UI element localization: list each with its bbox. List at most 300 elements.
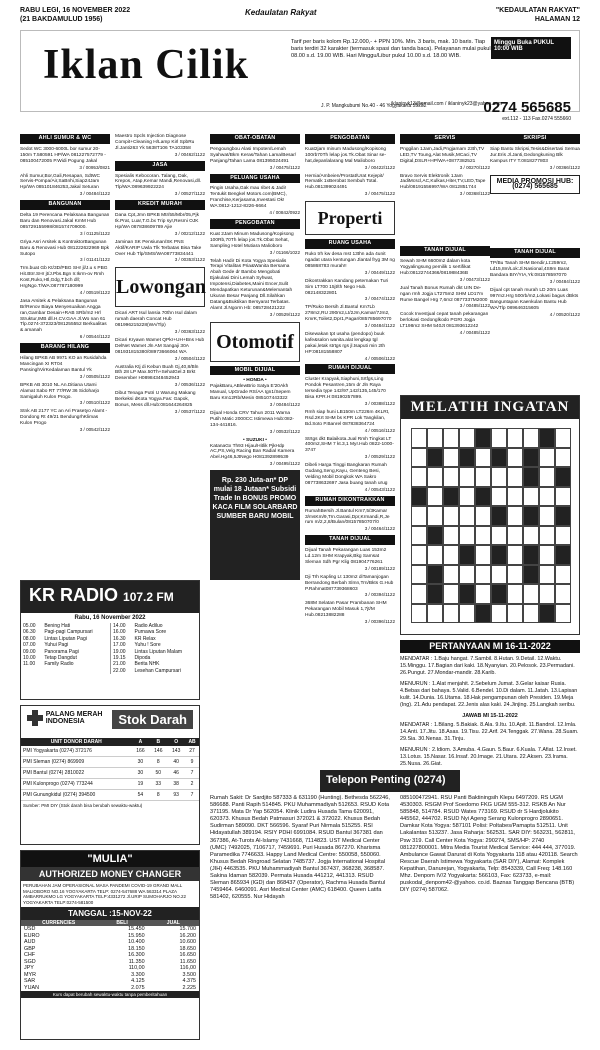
- crossword-cell: [443, 448, 459, 468]
- crossword-cell: [411, 584, 427, 604]
- blood-count: 50: [149, 768, 167, 779]
- stok-col-header: B: [149, 738, 167, 746]
- crossword-cell: [507, 526, 523, 546]
- classified-ad: Dijual Honda CRV Tahun 2011 Warna Putih Matic 2000CC Istimewa Hub:082-134-441816. 3 / 00532/1122: [210, 411, 300, 434]
- crossword-cell: [427, 428, 443, 448]
- classified-ad: Dikontrakkan Kandang peternakan Turi Sim LT700 15jt/th Nego Hub. 082148322801 3 / 00474/1122: [305, 278, 395, 302]
- classified-ad: Pingin Usaha,Gak mau ribet & Jadi! Tentukit Bengkel Motors.com(BMC), Franchise,Kerjasama,Investasi Ok! WA:0812-1212-8226-6664 4 / 00842/0922: [210, 186, 300, 216]
- masthead-logo: Kedaulatan Rakyat: [245, 8, 317, 17]
- crossword-cell: [443, 584, 459, 604]
- crossword-cell: [555, 506, 571, 526]
- unit-name: PMI Gunungkidul (0274) 394500: [21, 790, 132, 801]
- telepon-penting-list: [210, 795, 580, 1040]
- currency-table: [21, 920, 199, 991]
- blood-count: 9: [185, 757, 199, 768]
- radio-program: Dipoda: [134, 655, 151, 662]
- crossword-cell: [555, 565, 571, 585]
- classified-ad: Ruko trh kw desa mst 13thn ada 4unit ngadat utara kentungan Jlantal fryg 3M ng 085868783 murah!! 3 / 00449/1122: [305, 252, 395, 275]
- crossword-cell: [491, 487, 507, 507]
- rate-value: 15.450: [128, 926, 145, 932]
- radio-time: 14.00: [111, 623, 133, 629]
- crossword-cell: [459, 467, 475, 487]
- category-header: PENGOBATAN: [210, 219, 300, 229]
- rate-value: 10.400: [128, 939, 145, 945]
- classified-ad: Telah Hadir Di Kota Yogya Spesialis Terapi Vitalitas Pria&Wanita Bersama Abah Gede dr Bambo Mengobati Ejakulasi Dini Lemah Syhwat, Impotensi,Diabetes,Maini Encer,Sulit Mendapatkan Keturunan&Melemantah Ukuran Besar Panjang Dll.Silahkan Datang&Buktikan Bersyarat Terbatas. Alamt Jl.Ngorm Hb: 085728421222 3 / 00529/1122: [210, 258, 300, 317]
- crossword-cell: [507, 448, 523, 468]
- questions-header: PERTANYAAN MI 16-11-2022: [400, 640, 580, 653]
- classified-ad: Strtgs dkt Balaikota.Jual Rmh Tingkat LT 400m2,SHM 7 kt.3,1 Myr.Hub 0822-1000-3747 3 / 00529/1122: [305, 436, 395, 460]
- radio-time: 16.00: [111, 629, 133, 635]
- telepon-col-1: Rumah Sakit: Dr Sardjito 587333 & 631190 (Hunting). Bethesda 562246, 586688. Panti Rapih 514845. PKU Muhammadiyah 512653. RSUD Kota 371195. Mata Dr Yap 562054. Klinik Ludira Husada Tama 620091, 620373. Khusus Bedah Patmasuri 372021 & 372022. Khusus Bedah Sudirman 589090. DKT 566596. Syaraf Puri Nirmala 515255. RSI Hidayatullah 389194. RSIY PDHI 6991084. RSUD Bantul 367381 dan 367386, At-Turots Al-Islamy 7431668, 7114823. UST Medical Center (UMC) 7492025, 7106717, 7459691. Puri Husada 867270. Kharisma Paramedika 7746633. Happy Land Medical Centre: 550058, 550060. Khusus Bedah Ringroad Selatan 7485737. Jogja International Hospital (JIH) 4463535. PKU Muhammadiyah Bantul 367437, 368238, 368587. Sakina Idaman 582039. Permata Husada 441212, 441313. RSUD Sleman 865934 (IGD) dan 868437 (Operator), Rachma Husada Bantul 7459464. 6460091. Asri Medical Center (AMC) 618400. Queen Latifa 581402, 620555. Nur Hidayah: [210, 795, 390, 901]
- classified-ad: Jaminan SK Pensiunan/SK PNS Aktif/KARIP Uwla Tlk Terbatas Bisa Take Over Hub Tlp/SMS/WA08773834441 3 / 00353/1122: [115, 239, 205, 263]
- crossword-cell: [539, 487, 555, 507]
- radio-table: [21, 623, 199, 674]
- crossword-cell: [427, 448, 443, 468]
- crossword-cell: [443, 428, 459, 448]
- crossword-questions: [400, 640, 580, 768]
- table-row: [21, 746, 199, 757]
- radio-time: 11.00: [23, 661, 36, 668]
- crossword-cell: [491, 428, 507, 448]
- unit-name: PMI Bantul (0274) 2810022: [21, 768, 132, 779]
- crossword-cell: [507, 565, 523, 585]
- radio-header: KR RADIO 107.2 FM: [21, 581, 199, 613]
- answers-header: JAWAB MI 15-11-2022: [462, 713, 518, 719]
- classified-ad: RumahBersih Jl.Bantul Km7,5/3Kamar 3/msKm/9,Trn.Garasi,Dpr,Krmandi,R,Je rum m/2,2,8/Bulan/08157850707/0 3 / 00464/1122: [305, 508, 395, 532]
- crossword-puzzle: [400, 395, 580, 635]
- crossword-cell: [443, 506, 459, 526]
- crossword-cell: [523, 487, 539, 507]
- crossword-cell: [539, 584, 555, 604]
- currency-code: SGD: [24, 958, 36, 965]
- crossword-cell: [507, 584, 523, 604]
- category-header: PENGOBATAN: [305, 134, 395, 144]
- unit-name: PMI Kulonprogo (0274) 773244: [21, 779, 132, 790]
- kr-radio-schedule: [20, 580, 200, 700]
- crossword-cell: [523, 584, 539, 604]
- blood-count: 2: [185, 779, 199, 790]
- questions-menurun: MENURUN : 1.Alat menjahit. 2.Sebelum Jumat. 3.Gelar kaisar Rusia. 4.Bebas dari bahaya. 5.Valid. 6.Bendel. 10.Di dalam. 11.Jatah. 13.Lapisan kulit. 14.Dunia. 16.Utama. 18.Hak pengampunan oleh Presiden. 19.Meja (Ing). 21.Adu pendapat. 22.Jenis alas kaki. 24.Jinjing. 25.Langkah seribu.: [400, 681, 578, 708]
- stok-col-header: AB: [185, 738, 199, 746]
- rate-value: 4.125: [131, 978, 145, 984]
- table-row: [21, 768, 199, 779]
- crossword-cell: [459, 487, 475, 507]
- crossword-cell: [411, 506, 427, 526]
- crossword-cell: [507, 487, 523, 507]
- crossword-cell: [459, 506, 475, 526]
- red-cross-icon: [27, 710, 43, 726]
- category-header: PELUANG USAHA: [210, 174, 300, 184]
- media-promosi-box: MEDIA PROMOSI HUB: (0274) 565685: [490, 175, 580, 195]
- crossword-cell: [491, 545, 507, 565]
- rate-value: 15.700: [179, 926, 196, 932]
- crossword-cell: [443, 604, 459, 624]
- classified-ad: Pengoungbou Alasi Impoten/Lemah Syahwat/Bkm Keras/Tahan Lama/Besar/ Panjang/Tahan Lama 081395024491 3 / 00475/1122: [210, 146, 300, 170]
- crossword-cell: [475, 584, 491, 604]
- answers-menurun: MENURUN : 2.Idiom. 3.Amuba. 4.Gaun. 5.Baur. 6.Kuala. 7.Afiat. 12.Inset. 13.Lotus. 15.Nasar. 16.Insaf. 20.Image. 21.Utara. 22.Aksen. 23.Irama. 25.Nusa. 26.Giat.: [400, 747, 577, 767]
- table-row: [21, 757, 199, 768]
- rate-value: 2.075: [131, 984, 145, 991]
- crossword-cell: [411, 428, 427, 448]
- rate-date: TANGGAL :15-NOV-22: [21, 907, 199, 920]
- telepon-col-2: 085100472941. RSU Panti Baktiningsih Klepu 6497209. RS UGM 4530303. RSGM Prof Soedomo FKG UGM 555-312. RSKB An Nur 585848, 514784. RSUD Wates 773169. RSUD dr S Hardjolukito 445562, 444702. RSUD Nyi Ageng Serang Kulonprogro 2890651. Damkar Kota Yogya: 587101 Polisi: Poltabes/Pamapta 512511. Unit Lakalantas 513237. Jasa Raharja: 562531. SAR DIY: 563231, 562811, Psw 319. Call Center Kota Yogya: 290274, SMS/HP: 2740 081227800001. Mitra Media Tourist Medical Service: 444 444, 377019. Ambulance Gawat Darurat di Kota Yogyakarta 118 atau 420118. Search Rescue Daerah Istimewa Yogyakarta (SAR DIY), Alamat: Komplek Kepatihan, Danurejan, Yogyakarta, Telp: 8543339, Call Freq: 148.160 Mhz. Denpom IV/2 Yogyakarta: 566103, Fax: 623733, e-mail: puskodal_denpom42-@yahoo. co.id. Baznas Tanggap Bencana (BTB) DIY (0274) 587062.: [400, 795, 578, 894]
- blood-count: 30: [132, 757, 150, 768]
- crossword-cell: [411, 604, 427, 624]
- classified-ad: Australia Ktj di Kebun Buah Gj,40,8/Bln Bth 28 LP Max.50Th+SehatGel.3 Brkt Desember H08984348452943 3 / 00536/1122: [115, 364, 205, 388]
- classified-ad: Dji Trh Kapling Lt 130m2 diTamanjogan Berrandong Berbah Slmn,Trn/Bkts G.Hub P.Rahmat087739368603 3 / 00394/1122: [305, 574, 395, 598]
- stok-col-header: A: [132, 738, 150, 746]
- crossword-cell: [523, 506, 539, 526]
- iklan-cilik-banner: [20, 30, 580, 122]
- crossword-cell: [475, 487, 491, 507]
- rate-value: 16.650: [179, 952, 196, 958]
- radio-time: 06.30: [23, 629, 36, 636]
- column-1: [20, 134, 110, 436]
- crossword-cell: [507, 428, 523, 448]
- classified-ad: Spesialis Kebocoran. Talang, Dak, Krepos, Atap,Kemar Mandi,Renovasi,dll. Tlp/WA:089639922224 3 / 00527/1122: [115, 173, 205, 197]
- rate-value: 11.350: [128, 958, 145, 965]
- currency-code: CHF: [24, 952, 36, 958]
- radio-program: Yuhu ! Sore: [134, 642, 161, 649]
- classified-ad: Dijual Tanah Pekarangan Luas 153m2 Ld.12m SHM Krapyak,Bkg Samsat Sleman Sdh Pgr Klig 081904776261 3 / 00189/1122: [305, 548, 395, 571]
- blood-count: 143: [167, 746, 185, 757]
- blood-count: 19: [132, 779, 150, 790]
- classified-ad: Trm.buat Gb Kt/3D/PBG SHr jl/J.u s PBG Hit.Btrr.SHr jt/J.Pbs.Bgn Ir.Ikrm-ov Rmh Kost,Ruko,Htl,Gdg,T.bch dll; HrgNgo.T/WA:087787180999 4 / 00519/1122: [20, 266, 110, 295]
- blood-count: 27: [185, 746, 199, 757]
- column-2: [115, 134, 205, 418]
- category-header: TANAH DIJUAL: [305, 535, 395, 545]
- radio-date: Rabu, 16 November 2022: [74, 615, 146, 621]
- rate-value: 18.150: [128, 945, 145, 952]
- blood-count: 166: [132, 746, 150, 757]
- crossword-cell: [539, 526, 555, 546]
- crossword-cell: [555, 584, 571, 604]
- classified-ad: Hernia/Ambeien/Prostat/Urat Kejepit/ Rematik 1xBerobat Sembuh Total. Hub.081399024491 3 / 00475/1122: [305, 173, 395, 197]
- classified-ad: TP/Ruko Bersih Jl.Bantul Km7Lb 278m2,RU 290m2,Lt/2Jm,Kamar/7Jm2, KmrK,Toilet2,Dpr1,Pagar/085785697070 3 / 00484/1122: [305, 305, 395, 329]
- radio-time: 19.15: [111, 655, 133, 661]
- crossword-cell: [555, 428, 571, 448]
- blood-count: 146: [149, 746, 167, 757]
- crossword-cell: [427, 584, 443, 604]
- category-header: RUANG USAHA: [305, 239, 395, 249]
- category-header: TANAH DIJUAL: [490, 248, 580, 258]
- crossword-cell: [475, 448, 491, 468]
- crossword-cell: [475, 467, 491, 487]
- crossword-cell: [411, 545, 427, 565]
- classified-ad: Dijual cpt tanah murah LD 20m Luas 997m2.Hrg 500rb/m2,Lokasi bagus dBkts Banguntapan Kaenkulan Bantu Hub WA/Tlp 089646315605 4 / 00520/1122: [490, 287, 580, 317]
- classified-ad: 368M Selatan Pasar Prambanan SHM Pekarangan Mobil Masuk 1,7jt/M Hub.08213882288 3 / 00396/1122: [305, 601, 395, 625]
- unit-name: PMI Sleman (0274) 869909: [21, 757, 132, 768]
- classified-ad: Bravo Servis Elektronik 1Jam JadiMcscl,AC,Kulkas,Hiter,TV,LED,Tape Hub/08191556997/WA 0812851744 3 / 00368/1122: [400, 173, 490, 197]
- rate-value: 16.300: [128, 952, 145, 958]
- car-promo-ad: Rp. 230 Juta-an* DP mulai 18 Jutaan* Subsidi Trade In BONUS PROMO KACA FILM SOLARBARD SUMBER BARU MOBIL: [210, 470, 300, 580]
- classified-ad: KatanaGx Th93 Hijau/Hitlik PjkHdp AC,PS,Velg Racing Ban Radial Kamera Abel.Hg46,5JtNego H081392899539 3 / 00495/1122: [210, 443, 300, 467]
- crossword-cell: [539, 565, 555, 585]
- radio-program: Purnawa Sore: [134, 629, 167, 636]
- crossword-cell: [459, 584, 475, 604]
- radio-time: 19.00: [111, 649, 133, 655]
- classified-ad: TP/Bu Tanah SHM Bendir,Lt:259m2, Ld15,8m/Lok:Jl.Nasional,4S9m Barat Bandara BIY/YIA,Yk:081578597070 3 / 00484/1122: [490, 261, 580, 284]
- crossword-cell: [491, 526, 507, 546]
- crossword-title: MELATIH INGATAN: [401, 396, 579, 419]
- currency-col-header: BELI: [96, 920, 147, 926]
- crossword-cell: [459, 428, 475, 448]
- radio-time: [21, 668, 42, 674]
- currency-code: USD: [24, 926, 36, 932]
- crossword-cell: [507, 604, 523, 624]
- category-header: RUMAH DIJUAL: [305, 364, 395, 374]
- classified-ad: Maestro Spcls Injection Diagnose Compit+Cleaning H/Lamp Kirl SpbRu Jl.Janti263 Yk 5638T106 TA103358 3 / 00462/1122: [115, 134, 205, 157]
- classified-ad: Jasa Arsitek & Pelaksana Bangunan Br/Renov Biaya Menyesuaikan Angga ran,Gambar Desain+RAB SRb/m2 Hrl Struktur,IMB dll.H.CV.GAA Jl.Wo nan 61 Tlp.0274-372323/081255552 Berkualitas & amanah 6 / 00544/1122: [20, 298, 110, 340]
- radio-program: Tetap Dangdut: [44, 655, 77, 662]
- classified-ad: BPKB AB 3010 NL An.Ditiana Utami Alamat Sabo RT 77/RW 36 Sidoharjo Samigaluh Kulon Progo. 3 / 00510/1122: [20, 382, 110, 406]
- crossword-cell: [523, 467, 539, 487]
- category-header: BANGUNAN: [20, 200, 110, 210]
- category-header: MOBIL DIJUAL: [210, 366, 300, 376]
- crossword-cell: [475, 506, 491, 526]
- header-date: RABU LEGI, 16 NOVEMBER 2022 (21 BAKDAMULUD 1956): [20, 7, 131, 23]
- tarif-info: Tarif per baris kolom Rp.12.000,- + PPN 10%. Min. 3 baris, mak. 10 baris. Tiap baris terdiri 32 karakter (termasuk spasi dan tanda baca). Pelayanan mulai pukul 08.00 s.d. 19.00 WIB. Hari Minggu/Libur pukul 10.00 s.d. 18.00 WIB.: [291, 39, 491, 59]
- rate-value: 110,00: [128, 965, 145, 971]
- crossword-cell: [491, 467, 507, 487]
- crossword-cell: [411, 565, 427, 585]
- mulia-subtitle: AUTHORIZED MONEY CHANGER: [21, 867, 199, 881]
- radio-program: Family Radio: [44, 661, 74, 668]
- crossword-cell: [539, 467, 555, 487]
- rate-value: 10.600: [179, 939, 196, 945]
- currency-code: SAR: [24, 978, 36, 984]
- crossword-cell: [459, 526, 475, 546]
- crossword-cell: [491, 565, 507, 585]
- classified-ad: Pnggilan 1Jam,Jadi,Pngjamam 23th,TV LED,TV Toung,Alat Musik,MCaci,TV Digital,DSLR+HP/WA+0877382521 3 / 00270/1122: [400, 146, 490, 170]
- crossword-cell: [523, 565, 539, 585]
- section-title: Iklan Cilik: [43, 42, 249, 88]
- email: iklaninyk13@gmail.com / iklaninyk23@yahoo.com: [391, 101, 503, 107]
- crossword-cell: [491, 506, 507, 526]
- lowongan-banner: Lowongan: [115, 267, 205, 307]
- pmi-header: PALANG MERAH INDONESIA Stok Darah: [21, 706, 199, 738]
- blood-count: 54: [132, 790, 150, 801]
- category-header: SERVIS: [400, 134, 490, 144]
- blood-count: 38: [167, 779, 185, 790]
- crossword-cell: [507, 506, 523, 526]
- classified-ad: Stnk AB 2177 YC an Ari Prasetyo Alamt - Dondong Rt 49/21 BendungrhKlimas Kulon Progo 3 / 00542/1122: [20, 409, 110, 433]
- crossword-cell: [555, 526, 571, 546]
- classified-ad: Sewah SHM 6600m2 dalam kota Yogyalingsung pemilik 1 sertifikat Hub:08122744366/081988436B 3 / 00473/1122: [400, 259, 490, 282]
- currency-code: YUAN: [24, 984, 39, 991]
- crossword-cell: [443, 487, 459, 507]
- crossword-cell: [443, 526, 459, 546]
- classified-ad: Disewakan tpt usaha (pendopo) buuk kafe&salon wanita.alat lengkap tgl pakai,letak strtgs rgs jl.tsaputi min 2th HP:08181558807 4 / 00506/1122: [305, 331, 395, 361]
- crossword-cell: [523, 428, 539, 448]
- classified-ad: Ahli Sumur,Bor,Gali,Resapan, SdtWC Servis-Pompa/Air,SaBnhi,Siap24Jam Hp/WA 085101846253,Jakal Seturan 3 / 00484/1122: [20, 173, 110, 197]
- column-6: [490, 134, 580, 320]
- crossword-cell: [459, 545, 475, 565]
- category-header: TANAH DIJUAL: [400, 246, 490, 256]
- classified-ad: Rmh siap huni LB150m LT226m 4KLRt, Rsd.2Krt SHM bs KPR Lok Tangkilan, Bd.Soto P.Banrel 087838364724 4 / 00516/1122: [305, 409, 395, 433]
- stok-darah-panel: [20, 705, 200, 845]
- crossword-cell: [443, 565, 459, 585]
- crossword-cell: [475, 604, 491, 624]
- crossword-cell: [427, 526, 443, 546]
- radio-program: Radio Adiluo: [134, 623, 163, 629]
- classified-ad: Jual Tanah Bonus Rumah dkt UIN De- ngan rmh Jogja LT275m2 SHM LD17m Rume Bangel Hrg 7,6m2 0877337M2000 3 / 00485/1122: [400, 285, 490, 309]
- classified-ad: Dicari Kryawn Wamet QPkr+UH+Bns Hub DelNet Wamet Jln AM Sangaji 30A 081931815380/08973666064 WA 3 / 00504/1122: [115, 337, 205, 361]
- category-header: OBAT-OBATAN: [210, 134, 300, 144]
- crossword-cell: [523, 526, 539, 546]
- radio-program: Lesehan Campursari: [134, 667, 181, 674]
- otomotif-banner: Otomotif: [210, 322, 300, 362]
- crossword-cell: [411, 467, 427, 487]
- classified-ad: Sedot WC 3000-6000L bor sumur 20-150m T.580591 HP/WA 081227572779 - 085100472005 P.Widi Pogung Jakal 3 / 00953/0821: [20, 146, 110, 170]
- currency-col-header: CURRENCIES: [21, 920, 96, 926]
- crossword-cell: [555, 487, 571, 507]
- category-header: SKRIPSI: [490, 134, 580, 144]
- rate-value: 16.200: [179, 932, 196, 939]
- currency-code: MYR: [24, 971, 36, 978]
- rate-value: 11.650: [179, 958, 196, 965]
- radio-program: [42, 668, 110, 674]
- crossword-cell: [459, 565, 475, 585]
- classified-ad: PajakBaru,ABlewBrio Satya E'20Akh Manual, UpGrade RS/AA Ign1/Sepem Baru Km12Rb/Mesin 085107443322 3 / 00484/1122: [210, 384, 300, 408]
- crossword-cell: [507, 545, 523, 565]
- table-row: [21, 790, 199, 801]
- radio-time: 16.30: [111, 636, 133, 642]
- classified-ad: Cocok Investjual cepat tanah pekarangan berlokasi Gedonglkodo PGRI Jogja LT198m2 SHM 540Jt 081393612242 4 / 00485/1122: [400, 312, 490, 336]
- radio-time: 05.00: [23, 623, 36, 629]
- subcategory: • HONDA •: [243, 378, 267, 384]
- blood-count: 33: [149, 779, 167, 790]
- category-header: BARANG HILANG: [20, 343, 110, 353]
- classified-ad: Dicari ART Isul lansia 70thn Isul dalam rumah daerah Concat Hub 081996215228(WA/Tlp) 3 / 00363/1122: [115, 311, 205, 335]
- minggu-buka-badge: Minggu Buka PUKUL 10:00 WIB: [491, 37, 571, 59]
- radio-time: 10.00: [23, 655, 36, 662]
- blood-stock-table: [21, 738, 199, 801]
- crossword-cell: [475, 565, 491, 585]
- crossword-cell: [523, 448, 539, 468]
- crossword-cell: [427, 604, 443, 624]
- crossword-cell: [475, 428, 491, 448]
- radio-time: 17.00: [111, 642, 133, 648]
- answers-mendatar: MENDATAR : 1.Bilang. 5.Bakiak. 8.Ala. 9.Itu. 10.Apit. 11.Bandrol. 12.Imla. 14.Anti. 17.Jitu. 18.Asas. 19.Tisu. 22.Arif. 24.Tenggak. 27.Wana. 28.Suam. 29.Sia. 30.Nenas. 31.Tinju.: [400, 722, 579, 742]
- mulia-money-changer: [20, 850, 200, 1040]
- page-header: [20, 6, 580, 28]
- telepon-penting-header: Telepon Penting (0274): [320, 770, 460, 792]
- crossword-cell: [427, 545, 443, 565]
- currency-code: AUD: [24, 939, 36, 945]
- rate-value: 3.500: [182, 971, 196, 978]
- classified-ad: Delta 19 Perencana Pelaksana Bangunan Baru dan Renovasi.Jakal KmM Hub 085729155998/081574709000. 3 / 01125/1122: [20, 213, 110, 236]
- radio-time: 22.00: [111, 668, 133, 674]
- mulia-name: "MULIA": [21, 851, 199, 867]
- column-3: [210, 134, 300, 580]
- stok-note: Sumber: PMI DIY (Stok darah bisa berubah sewaktu-waktu): [23, 803, 143, 808]
- column-4: [305, 134, 395, 628]
- stok-col-header: UNIT DONOR DARAH: [21, 738, 132, 746]
- category-header: JASA: [115, 161, 205, 171]
- classified-ad: Cluster Krapyak,Siaphuni,Srtfgs,Ling Pondok Pesantren,15m dr Jln Raya tersedia type 142/97,142/135,145/170 Bisa KPR.H:08190257899. 3 / 00388/1122: [305, 377, 395, 406]
- crossword-cell: [539, 545, 555, 565]
- phone-block: [483, 99, 571, 122]
- blood-count: 8: [149, 757, 167, 768]
- rate-value: 4.375: [182, 978, 196, 984]
- crossword-cell: [523, 604, 539, 624]
- crossword-cell: [555, 604, 571, 624]
- header-page: "KEDAULATAN RAKYAT" HALAMAN 12: [495, 7, 580, 23]
- blood-count: 8: [149, 790, 167, 801]
- stok-col-header: O: [167, 738, 185, 746]
- classified-ad: Dana Cpt,Jmn BPKB Mtr/55/Mbr/05,Pjk tk.Prat, Luar,T.G.bx Trip syr,Resmi OJK Hp/WA 087838609789 Ajie 3 / 00212/1122: [115, 213, 205, 236]
- blood-count: 46: [167, 768, 185, 779]
- crossword-cell: [491, 584, 507, 604]
- radio-time: 08.00: [23, 635, 36, 642]
- crossword-cell: [427, 565, 443, 585]
- classified-ad: Siap Bantu Skripsi,Tesis&Disertasi Semua Jur.Eris Jl.Janti,Gedongkuning Blk Kampus ITY T.0818277803 3 / 00366/1122: [490, 146, 580, 170]
- crossword-cell: [555, 448, 571, 468]
- category-header: AHLI SUMUR & WC: [20, 134, 110, 144]
- properti-banner: Properti: [305, 201, 395, 235]
- radio-program: Pagi-pagi Campursari: [44, 629, 93, 636]
- mulia-info: PERUBAHAN JAM OPERASIONAL MASA PANDEMI COVID-19 GRAND MALL MALIOBORO NO.16 YOGYAKARTA TELP: 0274-547688 WA 563314 PLAZA AMBARRUKMO LG YOGYAKARTA TELP:4331272 Jl.URIP SUMOHARJO NO.22 YOGYAKARTA TELP:0274-581500: [23, 883, 187, 905]
- crossword-cell: [539, 428, 555, 448]
- blood-count: 93: [167, 790, 185, 801]
- crossword-cell: [427, 487, 443, 507]
- crossword-cell: [459, 604, 475, 624]
- crossword-cell: [539, 604, 555, 624]
- currency-col-header: JUAL: [148, 920, 199, 926]
- radio-program: Lintas Liputan Pagi: [44, 635, 87, 642]
- radio-time: 07.00: [23, 642, 36, 649]
- currency-code: JPY: [24, 965, 34, 971]
- crossword-grid: [411, 428, 571, 628]
- radio-time: 09.00: [23, 648, 36, 655]
- column-5: [400, 134, 490, 339]
- blood-count: 30: [132, 768, 150, 779]
- crossword-cell: [539, 448, 555, 468]
- crossword-cell: [427, 506, 443, 526]
- blood-count: 7: [185, 768, 199, 779]
- rate-value: 2.225: [182, 984, 196, 991]
- crossword-cell: [491, 604, 507, 624]
- phone-number: 0274 565685: [483, 99, 571, 116]
- phone-ext: ext.112 - 113 Fax.0274 555660: [502, 116, 571, 122]
- crossword-cell: [443, 545, 459, 565]
- rate-value: 15.950: [128, 932, 145, 939]
- category-header: RUMAH DIKONTRAKKAN: [305, 496, 395, 506]
- crossword-cell: [411, 487, 427, 507]
- crossword-cell: [411, 526, 427, 546]
- crossword-cell: [475, 545, 491, 565]
- classified-ad: Griya Asri Arsitek & KontraktorBangunan Baru & Renovasi Hub 081222622969 Bpk Sutopo 3 / 01141/1122: [20, 239, 110, 263]
- classified-ad: Kuat2jam minum Madusong/Kopisong 100rb70Th lelap jos.Tk.Obat Sinar se-hat,depanlalarang Mal Malioboro 3 / 00422/1122: [305, 146, 395, 170]
- crossword-cell: [555, 467, 571, 487]
- classified-ad: Hilang BPKB AB 9971 KO an Rusidahda Mancingan XI RT04 PansinghVirKedalaman Bantul Yk 3 / 00505/1122: [20, 356, 110, 379]
- currency-code: GBP: [24, 945, 36, 952]
- radio-time: 21.00: [111, 661, 133, 667]
- classified-ad: Dibut Tenaga Putri U Warung Makang Berkeksi dKota Yogya.Fas: Gapok, Bonus, Mess dll.Hub:081644264825 3 / 00537/1122: [115, 391, 205, 414]
- radio-program: KR Relax: [134, 635, 156, 642]
- blood-count: 40: [167, 757, 185, 768]
- address: J. P. Mangkubumi No.40 - 46 Yogyakarta 55232: [321, 103, 427, 109]
- classified-ad: Kuat 2Jam Minum Madusong/Kopisong 100Rb,70Th lelap jos.Tk.Obat Sehat, Sampling Hotel Mutiara Malioboro 3 / 01166/1022: [210, 231, 300, 255]
- crossword-cell: [411, 448, 427, 468]
- crossword-cell: [475, 526, 491, 546]
- questions-mendatar: MENDATAR : 1.Baju hangat. 7.Sambil. 8.Hutan. 9.Detail. 12.Waktu. 15.Minggu. 17.Bagian dari kaki. 18.Nyanyian. 20.Pelosok. 23.Permadani. 26.Pungut. 27.Mondar-mandir. 28.Karib.: [400, 656, 575, 676]
- crossword-cell: [507, 467, 523, 487]
- crossword-cell: [539, 506, 555, 526]
- crossword-cell: [555, 545, 571, 565]
- unit-name: PMI Yogyakarta (0274) 372176: [21, 746, 132, 757]
